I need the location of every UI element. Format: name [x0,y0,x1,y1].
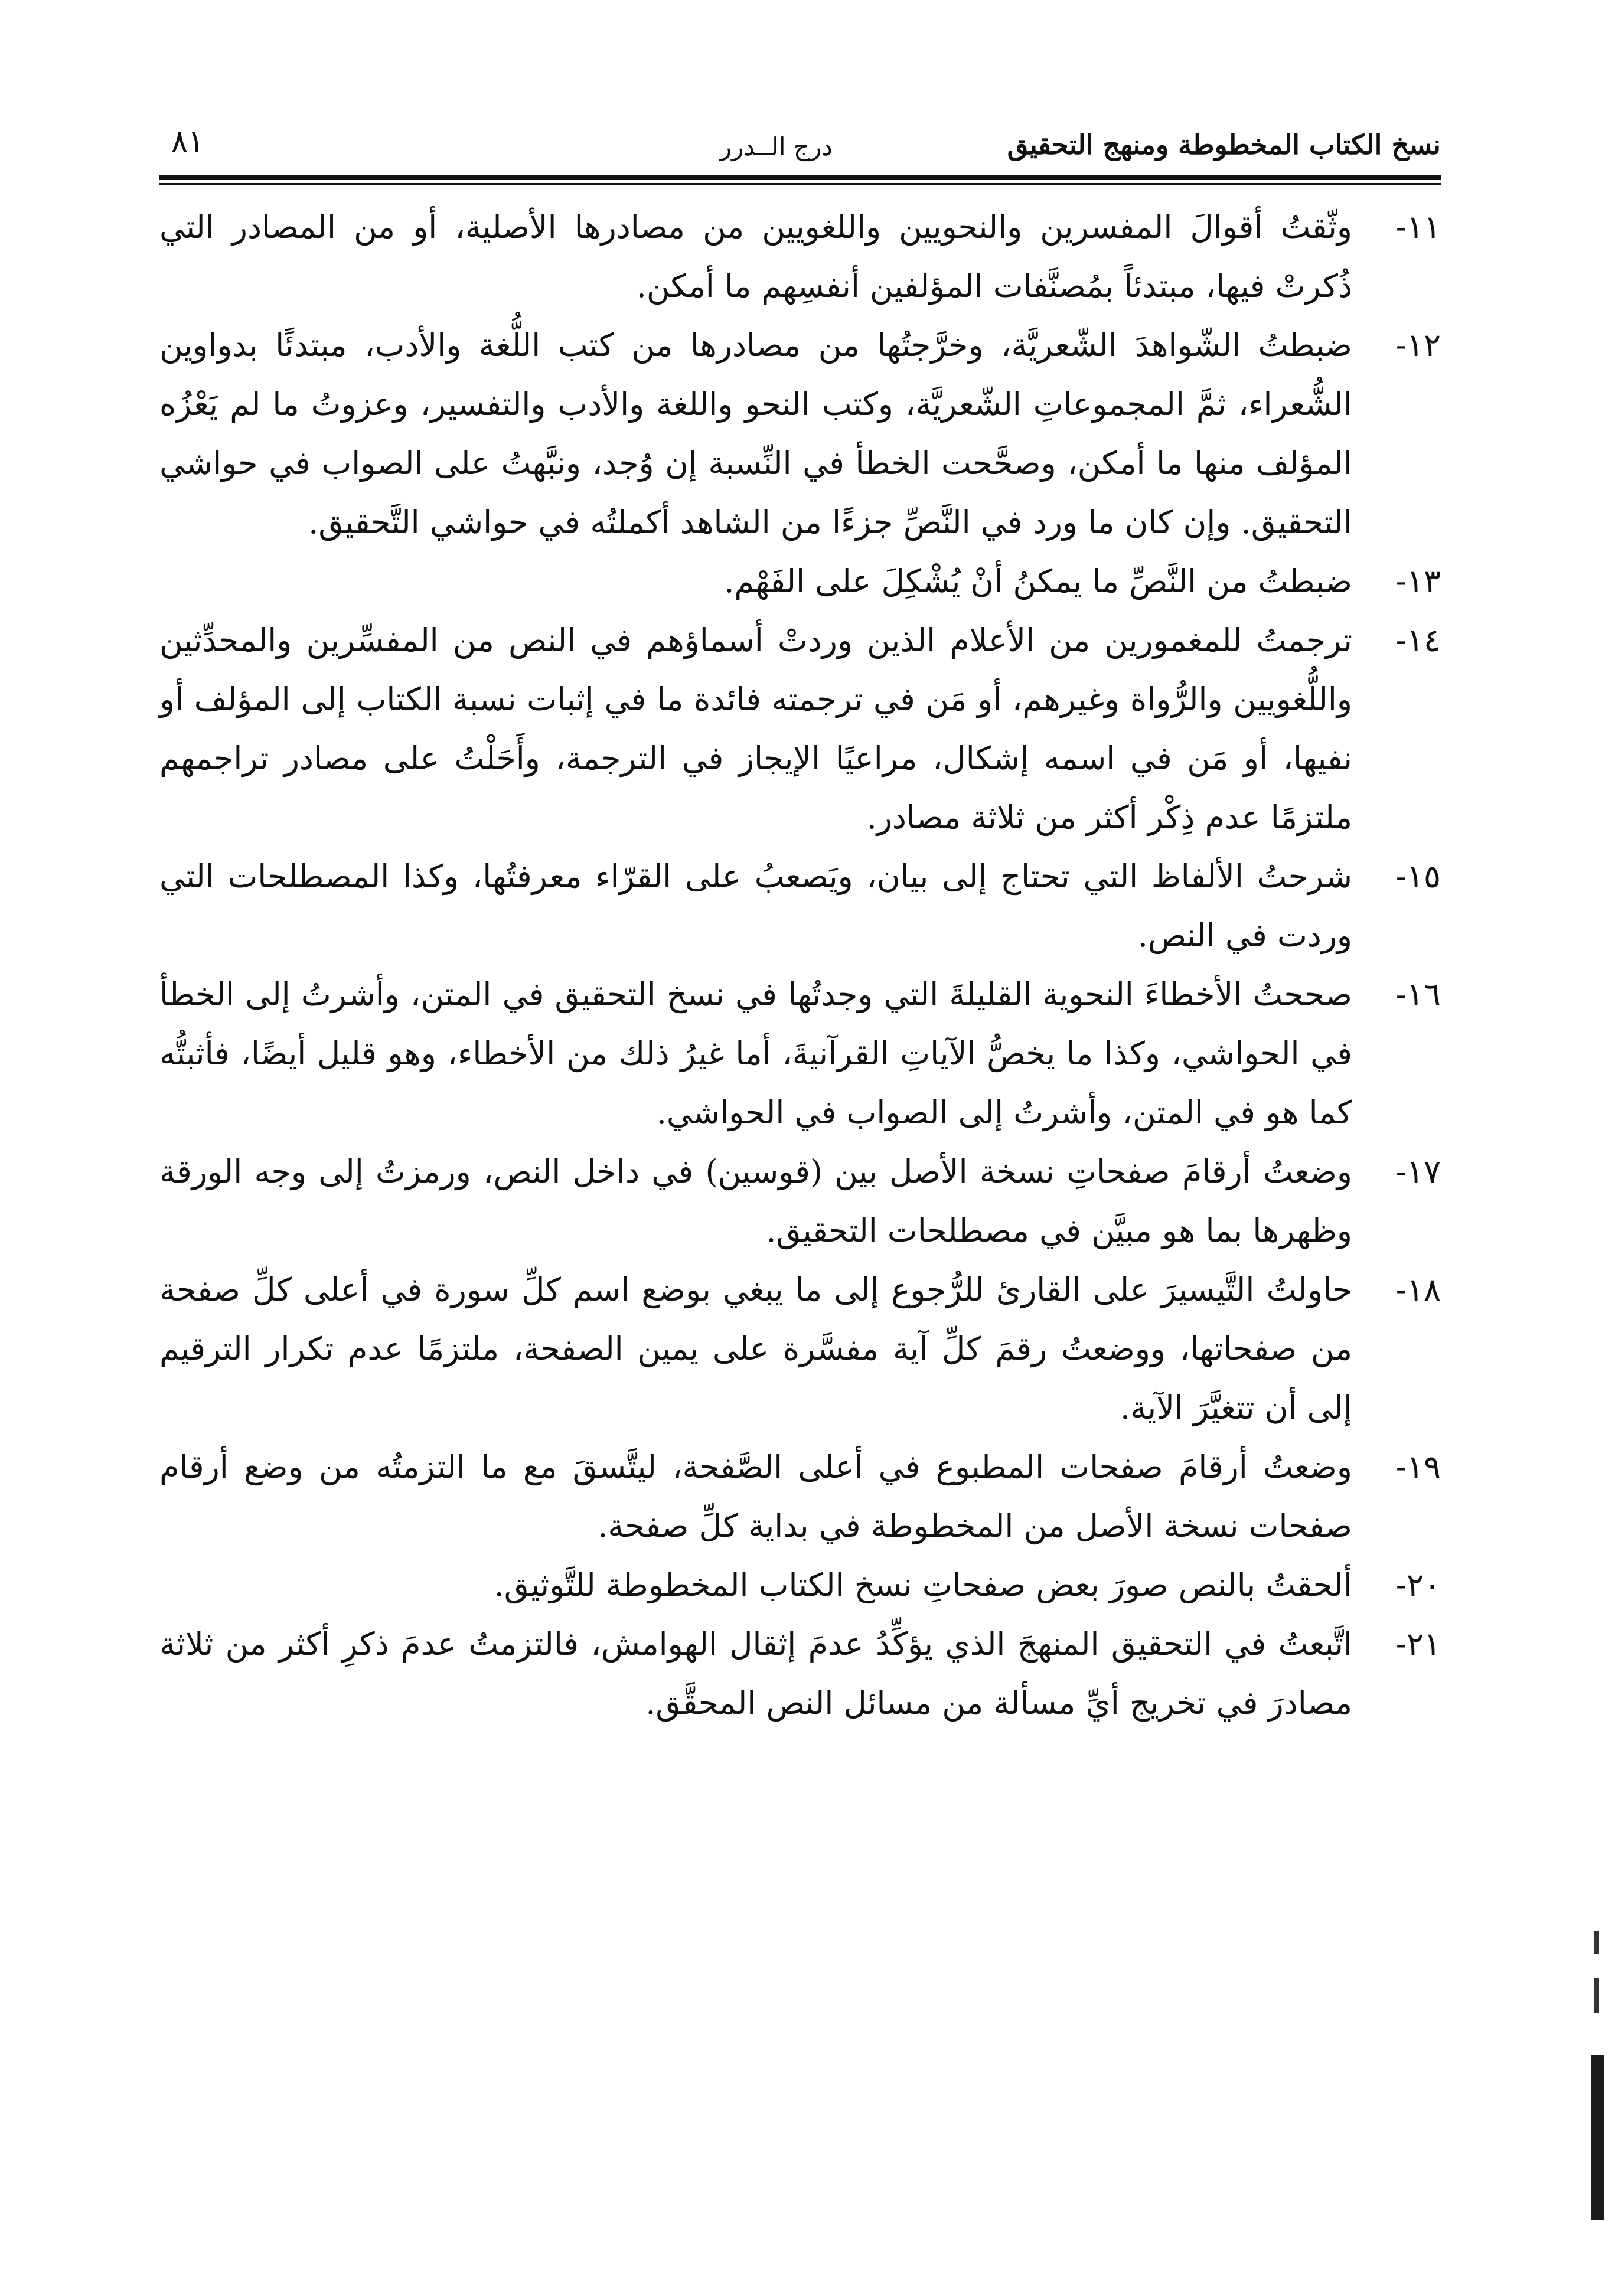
item-number: ١٦- [1395,976,1441,1013]
list-item [159,965,1441,1142]
item-number: ١٤- [1395,622,1441,659]
item-text: وضعتُ أرقامَ صفحات المطبوع في أعلى الصَّفحة، ليتَّسقَ مع ما التزمتُه من وضع أرقام صفحات نسخة الأصل من المخطوطة في بداية كلِّ صفحة. [159,1448,1352,1544]
item-number: ٢٠- [1395,1566,1441,1603]
item-text: ألحقتُ بالنص صورَ بعض صفحاتِ نسخ الكتاب المخطوطة للتَّوثيق. [494,1566,1352,1603]
item-text: صححتُ الأخطاءَ النحوية القليلةَ التي وجدتُها في نسخ التحقيق في المتن، وأشرتُ إلى الخطأ في الحواشي، وكذا ما يخصُّ الآياتِ القرآنيةَ، أما غيرُ ذلك من الأخطاء، وهو قليل أيضًا، فأثبتُّه كما هو في المتن، وأشرتُ إلى الصواب في الحواشي. [159,976,1352,1131]
item-text: وضعتُ أرقامَ صفحاتِ نسخة الأصل بين (قوسين) في داخل النص، ورمزتُ إلى وجه الورقة وظهرها بما هو مبيَّن في مصطلحات التحقيق. [159,1153,1352,1249]
scan-mark [1594,1931,1599,1954]
list-item [159,847,1441,965]
item-number: ١٩- [1395,1448,1441,1485]
document-page [159,124,1441,1733]
item-number: ١٣- [1395,563,1441,600]
item-number: ١٢- [1395,326,1441,364]
header-rule-thin [159,183,1441,185]
list-item [159,611,1441,847]
list-item [159,1615,1441,1733]
item-number: ١١- [1395,208,1441,246]
item-number: ١٧- [1395,1153,1441,1190]
item-text: شرحتُ الألفاظ التي تحتاج إلى بيان، ويَصعبُ على القرّاء معرفتُها، وكذا المصطلحات التي وردت في النص. [159,858,1352,954]
list-item [159,1142,1441,1260]
list-item [159,198,1441,316]
list-item [159,1260,1441,1438]
book-title: نسخ الكتاب المخطوطة ومنهج التحقيق [1007,129,1441,161]
item-text: ترجمتُ للمغمورين من الأعلام الذين وردتْ أسماؤهم في النص من المفسِّرين والمحدِّثين واللُّغويين والرُّواة وغيرهم، أو مَن في ترجمته فائدة ما في إثبات نسبة الكتاب إلى المؤلف أو نفيها، أو مَن في اسمه إشكال، مراعيًا الإيجاز في الترجمة، وأَحَلْتُ على مصادر تراجمهم ملتزمًا عدم ذِكْر أكثر من ثلاثة مصادر. [159,622,1352,836]
list-item [159,1556,1441,1615]
item-text: اتَّبعتُ في التحقيق المنهجَ الذي يؤكِّدُ عدمَ إثقال الهوامش، فالتزمتُ عدمَ ذكرِ أكثر من ثلاثة مصادرَ في تخريج أيِّ مسألة من مسائل النص المحقَّق. [159,1625,1352,1722]
item-number: ١٥- [1395,858,1441,895]
scan-mark [1594,1978,1599,2013]
list-item [159,316,1441,552]
item-number: ٢١- [1395,1625,1441,1663]
list-item [159,552,1441,611]
scan-edge-marks [1588,1931,1606,2226]
scan-binding-shadow [1591,2055,1604,2220]
item-text: حاولتُ التَّيسيرَ على القارئ للرُّجوع إلى ما يبغي بوضع اسم كلِّ سورة في أعلى كلِّ صفحة من صفحاتها، ووضعتُ رقمَ كلِّ آية مفسَّرة على يمين الصفحة، ملتزمًا عدم تكرار الترقيم إلى أن تتغيَّرَ الآية. [159,1271,1352,1426]
list-item [159,1438,1441,1556]
item-text: ضبطتُ الشّواهدَ الشّعريَّة، وخرَّجتُها من مصادرها من كتب اللُّغة والأدب، مبتدئًا بدواوين الشُّعراء، ثمَّ المجموعاتِ الشّعريَّة، وكتب النحو واللغة والأدب والتفسير، وعزوتُ ما لم يَعْزُه المؤلف منها ما أمكن، وصحَّحت الخطأ في النِّسبة إن وُجد، ونبَّهتُ على الصواب في حواشي التحقيق. وإن كان ما ورد في النَّصِّ جزءًا من الشاهد أكملتُه في حواشي التَّحقيق. [159,326,1352,541]
header-rule-thick [159,175,1441,180]
numbered-list [159,198,1441,1733]
item-number: ١٨- [1395,1271,1441,1308]
page-number: ٨١ [171,124,204,159]
series-title: درج الــدرر [719,132,833,161]
item-text: ضبطتُ من النَّصِّ ما يمكنُ أنْ يُشْكِلَ على الفَهْم. [724,563,1352,600]
running-header [159,124,1441,171]
item-text: وثّقتُ أقوالَ المفسرين والنحويين واللغويين من مصادرها الأصلية، أو من المصادر التي ذُكرتْ فيها، مبتدئاً بمُصنَّفات المؤلفين أنفسِهم ما أمكن. [159,208,1352,305]
